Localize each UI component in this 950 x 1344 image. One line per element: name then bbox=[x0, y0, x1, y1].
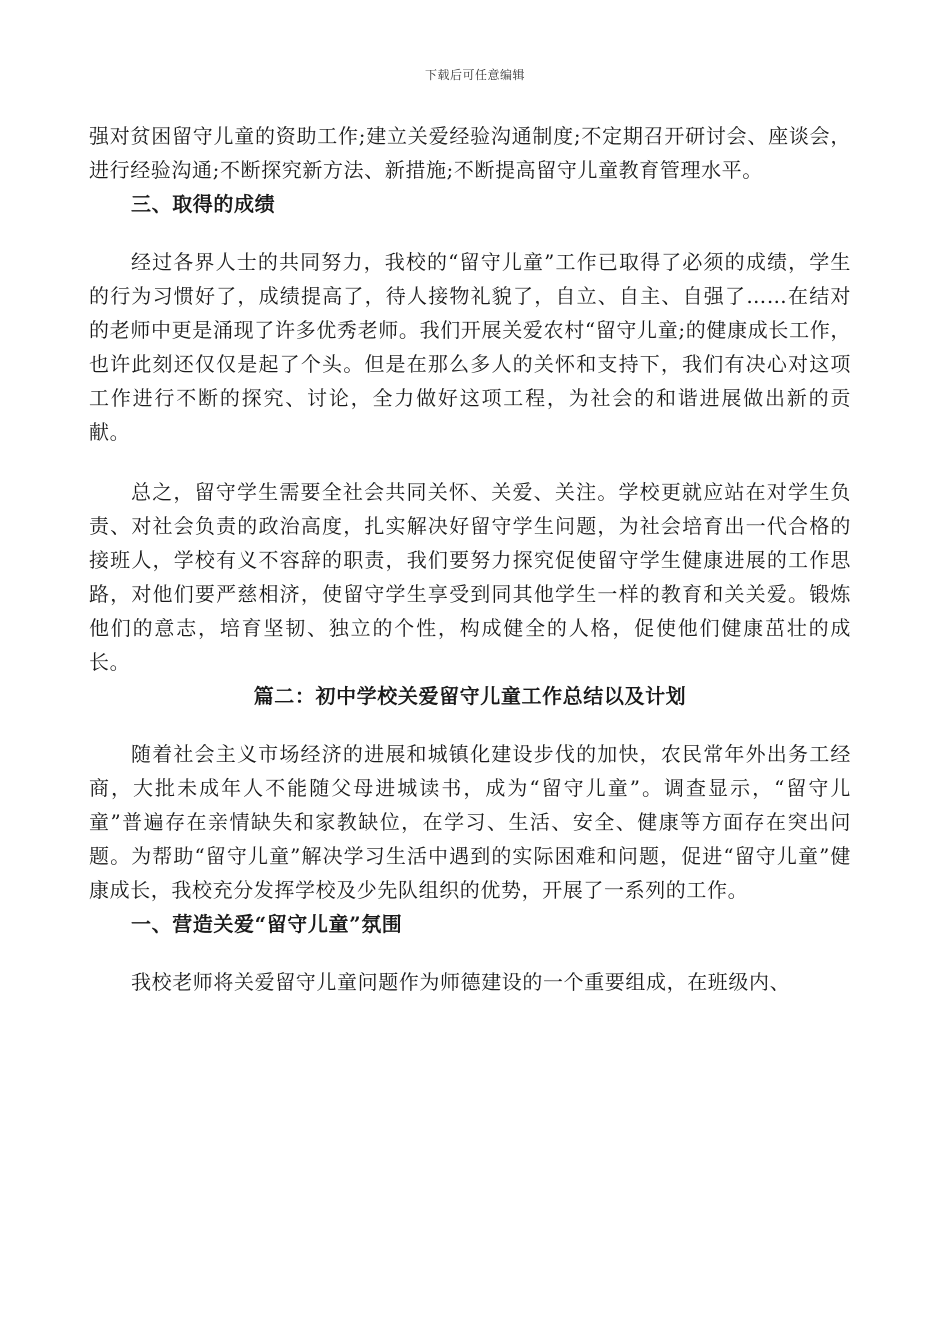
paragraph-introduction: 随着社会主义市场经济的进展和城镇化建设步伐的加快，农民常年外出务工经商，大批未成年人不能随父母进城读书，成为“留守儿童”。调查显示，“留守儿童”普遍存在亲情缺失和家教缺位，在学习、生活、安全、健康等方面存在突出问题。为帮助“留守儿童”解决学习生活中遇到的实际困难和问题，促进“留守儿童”健康成长，我校充分发挥学校及少先队组织的优势，开展了一系列的工作。 bbox=[89, 742, 851, 902]
document-body bbox=[89, 119, 851, 999]
paragraph-continuation: 强对贫困留守儿童的资助工作;建立关爱经验沟通制度;不定期召开研讨会、座谈会，进行经验沟通;不断探究新方法、新措施;不断提高留守儿童教育管理水平。 bbox=[89, 124, 851, 182]
article-title-part-two: 篇二：初中学校关爱留守儿童工作总结以及计划 bbox=[253, 684, 687, 708]
paragraph-conclusion: 总之，留守学生需要全社会共同关怀、关爱、关注。学校更就应站在对学生负责、对社会负责的政治高度，扎实解决好留守学生问题，为社会培育出一代合格的接班人，学校有义不容辞的职责，我们要努力探究促使留守学生健康进展的工作思路，对他们要严慈相济，使留守学生享受到同其他学生一样的教育和关关爱。锻炼他们的意志，培育坚韧、独立的个性，构成健全的人格，促使他们健康茁壮的成长。 bbox=[89, 480, 851, 674]
section-heading-atmosphere: 一、营造关爱“留守儿童”氛围 bbox=[131, 912, 403, 936]
section-heading-achievements: 三、取得的成绩 bbox=[131, 192, 276, 216]
paragraph-achievements: 经过各界人士的共同努力，我校的“留守儿童”工作已取得了必须的成绩，学生的行为习惯好了，成绩提高了，待人接物礼貌了，自立、自主、自强了……在结对的老师中更是涌现了许多优秀老师。我们开展关爱农村“留守儿童;的健康成长工作，也许此刻还仅仅是起了个头。但是在那么多人的关怀和支持下，我们有决心对这项工作进行不断的探究、讨论，全力做好这项工程，为社会的和谐进展做出新的贡献。 bbox=[89, 250, 851, 444]
header-note: 下载后可任意编辑 bbox=[424, 68, 525, 82]
paragraph-atmosphere: 我校老师将关爱留守儿童问题作为师德建设的一个重要组成，在班级内、 bbox=[131, 970, 791, 994]
